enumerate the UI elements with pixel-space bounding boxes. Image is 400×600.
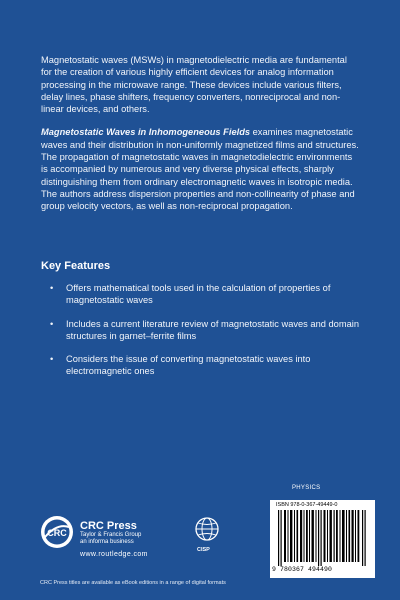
feature-item (50, 282, 360, 307)
feature-text: Offers mathematical tools used in the calculation of properties of magnetostatic waves (66, 283, 331, 306)
publisher-name: CRC Press (80, 520, 137, 532)
description-paragraph-2-text: examines magnetostatic waves and their distribution in non-uniformly magnetized films and structures. The propagation of magnetostatic waves in magnetodielectric environments is accompanied by numerous and very diverse physical effects, sharply distinguishing them from ordinary electromagnetic waves in isotropic media. The authors address dispersion properties and non-collinearity of phase and group velocity vectors, as well as non-reciprocal propagation. (41, 127, 359, 212)
bullet-icon: • (50, 283, 54, 293)
description-paragraph-1: Magnetostatic waves (MSWs) in magnetodielectric media are fundamental for the creation of various highly efficient devices for analog information processing in the microwave range. These devices include various filters, delay lines, phase shifters, frequency converters, nonreciprocal and non-linear devices, and others. (41, 55, 347, 115)
book-title: Magnetostatic Waves in Inhomogeneous Fields (41, 127, 251, 138)
publisher-tagline: an informa business (80, 539, 134, 545)
publisher-url: www.routledge.com (80, 551, 148, 558)
description (41, 54, 359, 224)
footer-note: CRC Press titles are available as eBook editions in a range of digital formats (40, 580, 226, 586)
description-paragraph-2 (41, 126, 359, 212)
publisher-block (80, 520, 148, 558)
bullet-icon: • (50, 354, 54, 365)
bullet-icon: • (50, 318, 54, 329)
barcode-digits: 9 780367 494490 (272, 566, 333, 573)
publisher-group: Taylor & Francis Group (80, 532, 142, 538)
subject-category: PHYSICS (292, 485, 321, 491)
key-features-heading: Key Features (41, 260, 111, 272)
feature-item (50, 353, 360, 378)
crc-swirl-logo-icon (40, 515, 74, 549)
barcode-box (270, 500, 375, 578)
barcode-icon (276, 510, 369, 566)
key-features-list (50, 282, 360, 389)
globe-logo-icon (193, 515, 221, 545)
cisp-label: CISP (197, 547, 210, 553)
crc-logo-text: CRC (47, 528, 67, 538)
feature-text: Includes a current literature review of magnetostatic waves and domain structures in garnet–ferrite films (66, 318, 360, 341)
feature-text: Considers the issue of converting magnetostatic waves into electromagnetic ones (66, 354, 311, 377)
isbn-label: ISBN 978-0-367-49449-0 (276, 502, 338, 508)
feature-item (50, 318, 360, 343)
